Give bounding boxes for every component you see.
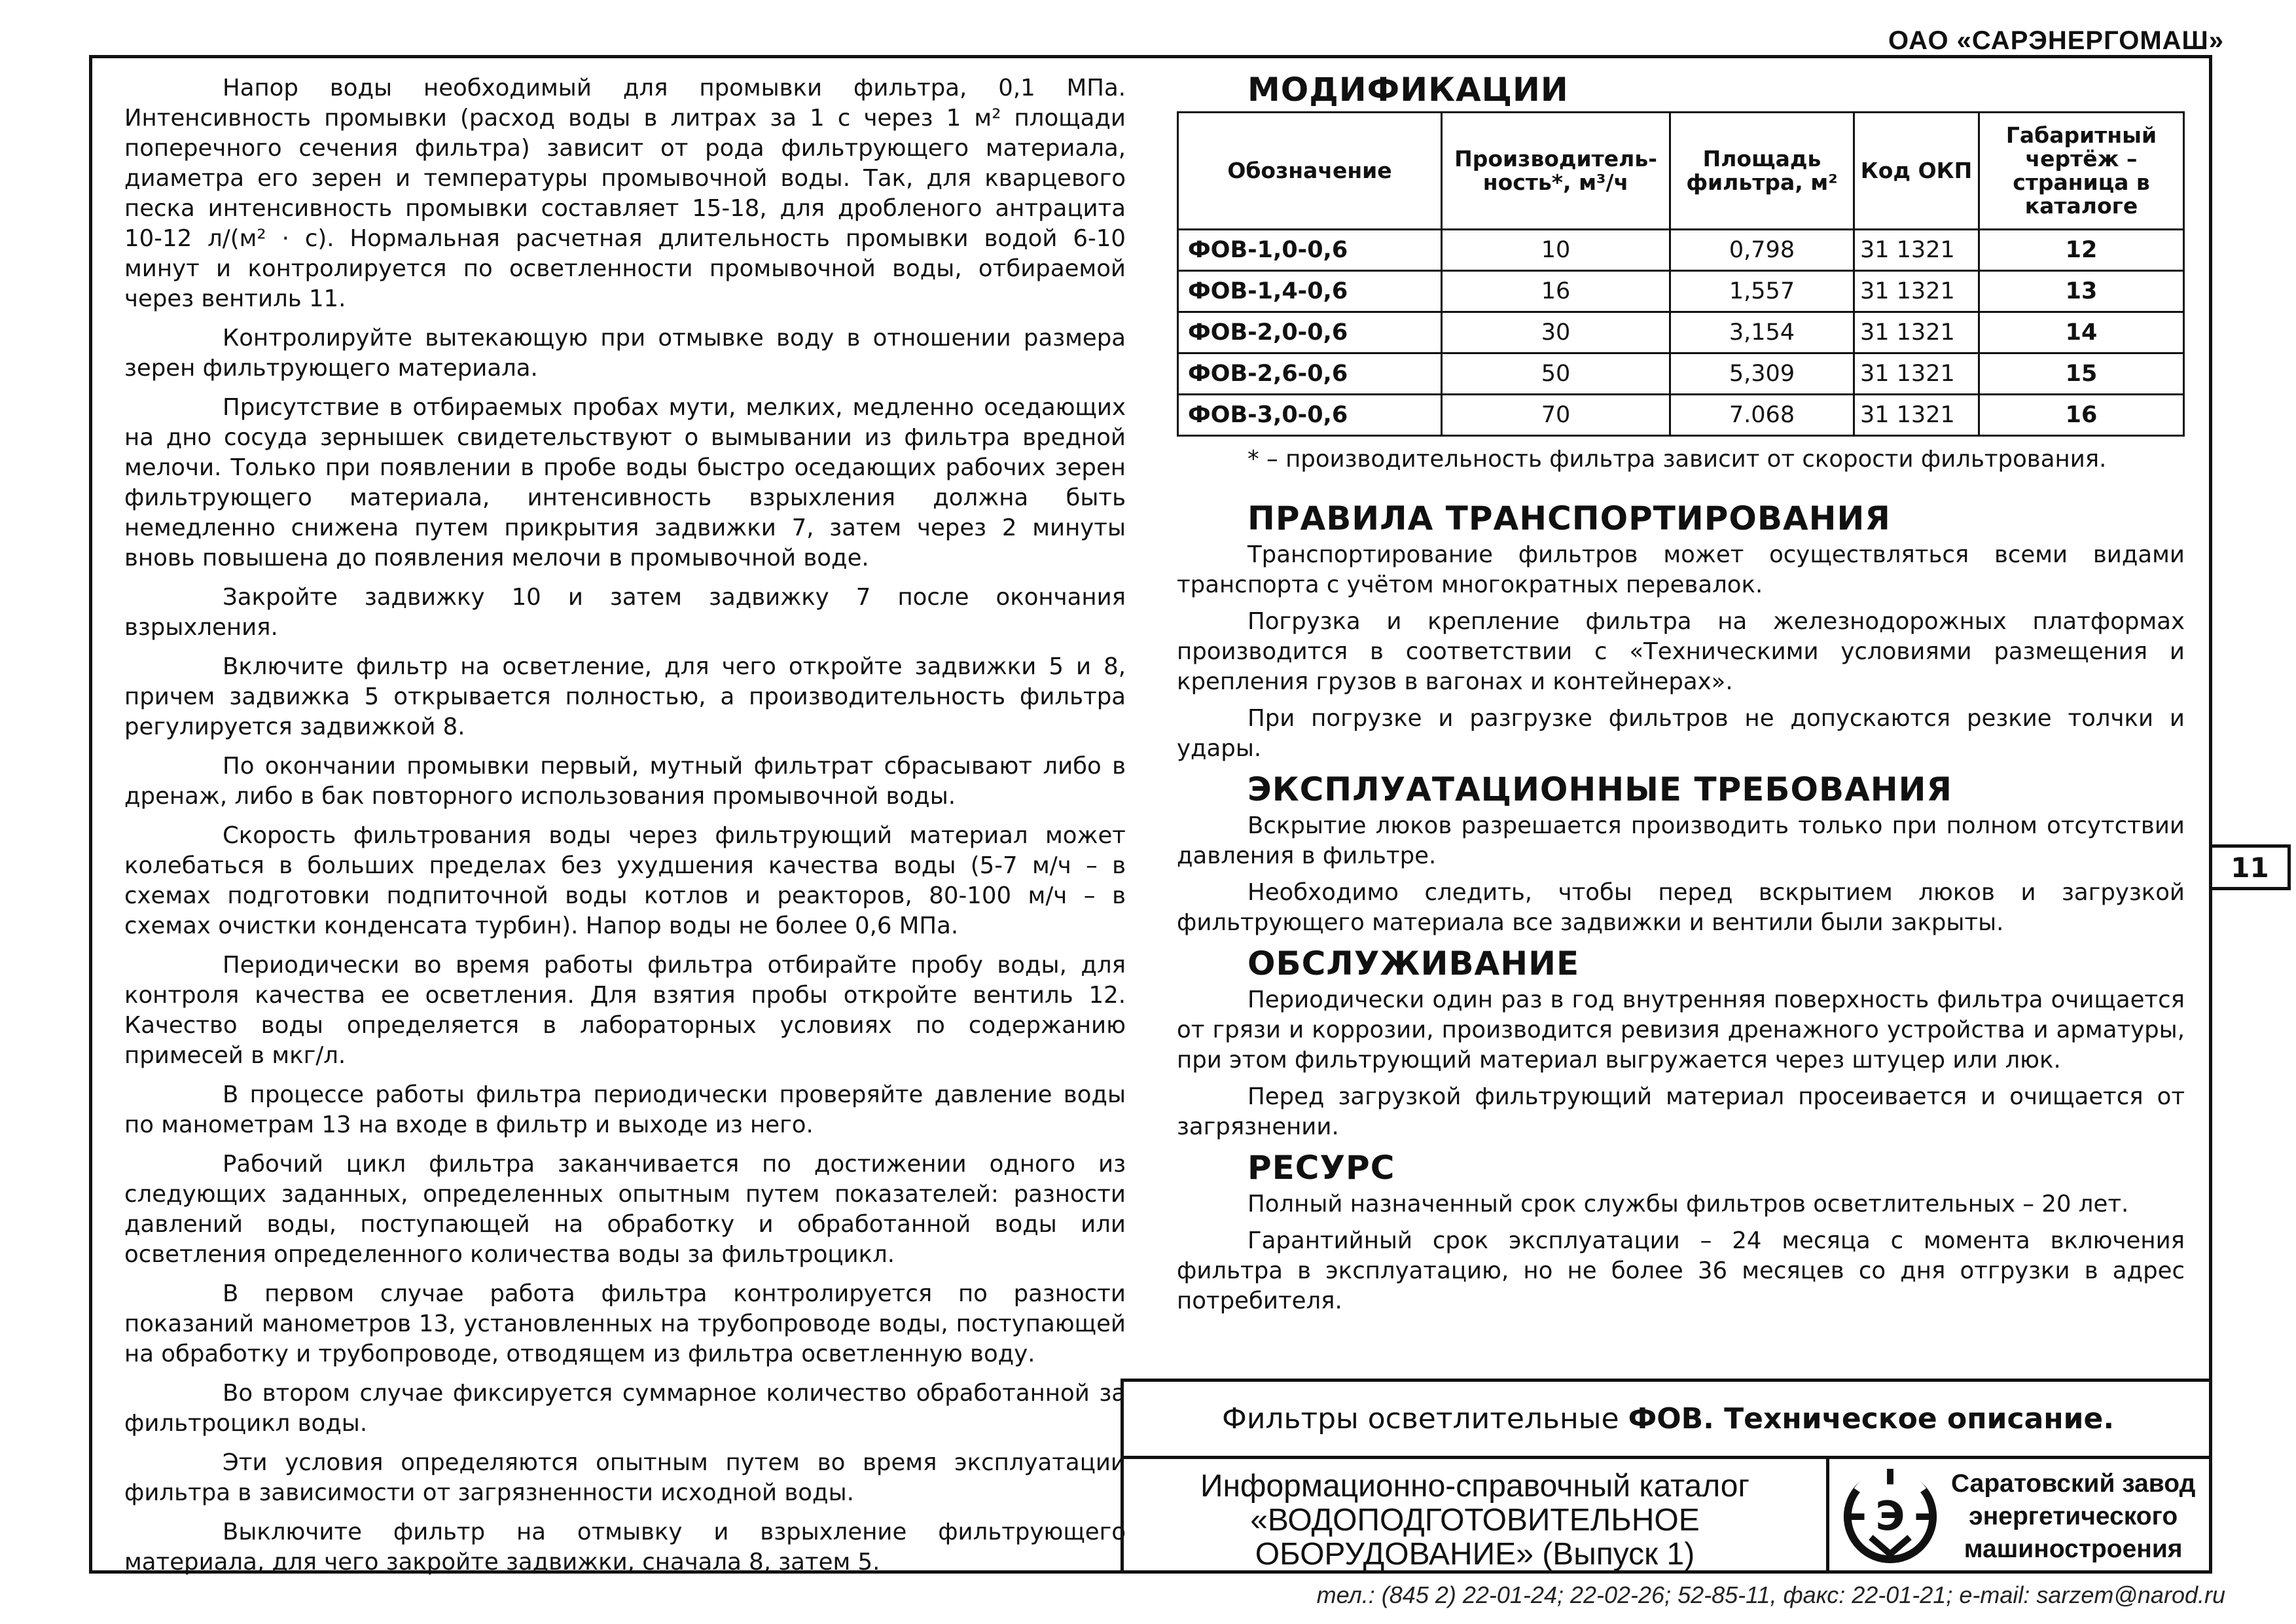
table-cell: 14 — [1979, 312, 2184, 353]
paragraph: Рабочий цикл фильтра заканчивается по достижении одного из следующих заданных, определенных опытным путем показателей: разности давлений воды, поступающей на обработку и обработанной воды или осветления определенного количества воды за фильтроцикл. — [124, 1151, 1126, 1268]
table-cell: 31 1321 — [1854, 230, 1979, 271]
paragraph: В первом случае работа фильтра контролируется по разности показаний манометров 13, установленных на трубопроводе воды, поступающей на обработку и трубопроводе, отводящем из фильтра осветленную воду. — [124, 1280, 1126, 1367]
paragraph: Присутствие в отбираемых пробах мути, мелких, медленно оседающих на дно сосуда зернышек свидетельствуют о вымывании из фильтра вредной мелочи. Только при появлении в пробе воды быстро оседающих рабочих зерен фильтрующего материала, интенсивность взрыхления должна быть немедленно снижена путем прикрытия задвижки 7, затем через 2 минуты вновь повышена до появления мелочи в промывочной воде. — [124, 394, 1126, 571]
column-header: Обозначение — [1178, 113, 1442, 230]
catalog-line: Информационно-справочный каталог — [1200, 1469, 1749, 1504]
table-cell: ФОВ-2,6-0,6 — [1178, 353, 1442, 395]
table-cell: 12 — [1979, 230, 2184, 271]
paragraph: Включите фильтр на осветление, для чего откройте задвижки 5 и 8, причем задвижка 5 открывается полностью, а производительность фильтра регулируется задвижкой 8. — [124, 653, 1126, 740]
column-header: Габаритный чертёж – страница в каталоге — [1979, 113, 2184, 230]
paragraph: Перед загрузкой фильтрующий материал просеивается и очищается от загрязнении. — [1177, 1083, 2185, 1140]
table-cell: 31 1321 — [1854, 395, 1979, 436]
document-title-normal: Фильтры осветлительные — [1221, 1402, 1619, 1435]
table-row — [1178, 230, 2184, 271]
paragraph: Гарантийный срок эксплуатации – 24 месяца с момента включения фильтра в эксплуатацию, но не более 36 месяцев со дня отгрузки в адрес потребителя. — [1177, 1227, 2185, 1314]
table-cell: 16 — [1442, 271, 1670, 312]
company-name: ОАО «САРЭНЕРГОМАШ» — [1888, 26, 2224, 55]
brand-block — [1826, 1459, 2212, 1574]
document-title — [1124, 1382, 2212, 1459]
table-cell: 0,798 — [1670, 230, 1854, 271]
table-cell: 15 — [1979, 353, 2184, 395]
paragraph: Погрузка и крепление фильтра на железнодорожных платформах производится в соответствии с «Техническими условиями размещения и крепления грузов в вагонах и контейнерах». — [1177, 608, 2185, 695]
contact-line: тел.: (845 2) 22-01-24; 22-02-26; 52-85-11, факс: 22-01-21; e-mail: sarzem@narod.ru — [1316, 1581, 2225, 1608]
paragraph: Эти условия определяются опытным путем во время эксплуатации фильтра в зависимости от загрязненности исходной воды. — [124, 1449, 1126, 1506]
table-header-row — [1178, 113, 2184, 230]
table-cell: 31 1321 — [1854, 271, 1979, 312]
paragraph: Необходимо следить, чтобы перед вскрытием люков и загрузкой фильтрующего материала все задвижки и вентили были закрыты. — [1177, 879, 2185, 936]
operation-heading: ЭКСПЛУАТАЦИОННЫЕ ТРЕБОВАНИЯ — [1247, 770, 1952, 808]
table-cell: 10 — [1442, 230, 1670, 271]
table-cell: 5,309 — [1670, 353, 1854, 395]
table-cell: 16 — [1979, 395, 2184, 436]
table-cell: 30 — [1442, 312, 1670, 353]
catalog-line: «ВОДОПОДГОТОВИТЕЛЬНОЕ — [1250, 1503, 1700, 1538]
footer-block — [1121, 1379, 2212, 1574]
table-cell: 13 — [1979, 271, 2184, 312]
table-footnote: * – производительность фильтра зависит от скорости фильтрования. — [1247, 446, 2107, 473]
left-column — [124, 73, 1126, 1587]
brand-line: энергетического — [1969, 1502, 2178, 1530]
column-header: Площадь фильтра, м² — [1670, 113, 1854, 230]
svg-text:Э: Э — [1875, 1492, 1905, 1540]
paragraph: Вскрытие люков разрешается производить только при полном отсутствии давления в фильтре. — [1177, 812, 2185, 869]
catalog-info — [1124, 1459, 1826, 1574]
brand-name — [1951, 1468, 2195, 1566]
paragraph: Периодически один раз в год внутренняя поверхность фильтра очищается от грязи и коррозии, производится ревизия дренажного устройства и арматуры, при этом фильтрующий материал выгружается через штуцер или люк. — [1177, 986, 2185, 1074]
paragraph: В процессе работы фильтра периодически проверяйте давление воды по манометрам 13 на входе в фильтр и выходе из него. — [124, 1081, 1126, 1138]
table-cell: ФОВ-1,0-0,6 — [1178, 230, 1442, 271]
catalog-line: ОБОРУДОВАНИЕ» (Выпуск 1) — [1255, 1537, 1695, 1572]
column-header: Производитель-ность*, м³/ч — [1442, 113, 1670, 230]
service-heading: ОБСЛУЖИВАНИЕ — [1247, 945, 1580, 983]
right-column — [1177, 71, 2185, 1323]
paragraph: Выключите фильтр на отмывку и взрыхление фильтрующего материала, для чего закройте задвижки, сначала 8, затем 5. — [124, 1519, 1126, 1576]
table-row — [1178, 353, 2184, 395]
table-cell: 3,154 — [1670, 312, 1854, 353]
table-cell: 70 — [1442, 395, 1670, 436]
table-cell: 7.068 — [1670, 395, 1854, 436]
brand-line: Саратовский завод — [1951, 1469, 2196, 1498]
table-cell: 1,557 — [1670, 271, 1854, 312]
table-cell: 31 1321 — [1854, 312, 1979, 353]
document-title-bold: ФОВ. Техническое описание. — [1628, 1402, 2115, 1435]
page-number-tab: 11 — [2212, 844, 2291, 890]
paragraph: Скорость фильтрования воды через фильтрующий материал может колебаться в больших пределах без ухудшения качества воды (5-7 м/ч – в схемах подготовки подпиточной воды котлов и реакторов, 80-100 м/ч – в схемах очистки конденсата турбин). Напор воды не более 0,6 МПа. — [124, 822, 1126, 939]
resource-heading: РЕСУРС — [1247, 1149, 1395, 1187]
paragraph: По окончании промывки первый, мутный фильтрат сбрасывают либо в дренаж, либо в бак повторного использования промывочной воды. — [124, 753, 1126, 810]
table-cell: ФОВ-3,0-0,6 — [1178, 395, 1442, 436]
sarzem-logo-icon — [1839, 1465, 1942, 1568]
paragraph: Периодически во время работы фильтра отбирайте пробу воды, для контроля качества ее осветления. Для взятия пробы откройте вентиль 12. Качество воды определяется в лабораторных условиях по содержанию примесей в мкг/л. — [124, 952, 1126, 1069]
column-header: Код ОКП — [1854, 113, 1979, 230]
modifications-table — [1177, 111, 2185, 437]
table-row — [1178, 271, 2184, 312]
table-row — [1178, 395, 2184, 436]
brand-line: машиностроения — [1964, 1534, 2183, 1563]
table-cell: 50 — [1442, 353, 1670, 395]
table-row — [1178, 312, 2184, 353]
table-cell: 31 1321 — [1854, 353, 1979, 395]
table-cell: ФОВ-1,4-0,6 — [1178, 271, 1442, 312]
paragraph: Закройте задвижку 10 и затем задвижку 7 после окончания взрыхления. — [124, 584, 1126, 641]
paragraph: Контролируйте вытекающую при отмывке воду в отношении размера зерен фильтрующего материала. — [124, 325, 1126, 382]
paragraph: Во втором случае фиксируется суммарное количество обработанной за фильтроцикл воды. — [124, 1380, 1126, 1437]
paragraph: Напор воды необходимый для промывки фильтра, 0,1 МПа. Интенсивность промывки (расход воды в литрах за 1 с через 1 м² площади поперечного сечения фильтра) зависит от рода фильтрующего материала, диаметра его зерен и температуры промывочной воды. Так, для кварцевого песка интенсивность промывки составляет 15-18, для дробленого антрацита 10-12 л/(м² · с). Нормальная расчетная длительность промывки водой 6-10 минут и контролируется по осветленности промывочной воды, отбираемой через вентиль 11. — [124, 75, 1126, 312]
paragraph: Полный назначенный срок службы фильтров осветлительных – 20 лет. — [1247, 1191, 2129, 1218]
paragraph: Транспортирование фильтров может осуществляться всеми видами транспорта с учётом многократных перевалок. — [1177, 541, 2185, 598]
table-cell: ФОВ-2,0-0,6 — [1178, 312, 1442, 353]
paragraph: При погрузке и разгрузке фильтров не допускаются резкие толчки и удары. — [1177, 705, 2185, 762]
transport-heading: ПРАВИЛА ТРАНСПОРТИРОВАНИЯ — [1247, 499, 1891, 537]
modifications-heading: МОДИФИКАЦИИ — [1247, 71, 1569, 109]
